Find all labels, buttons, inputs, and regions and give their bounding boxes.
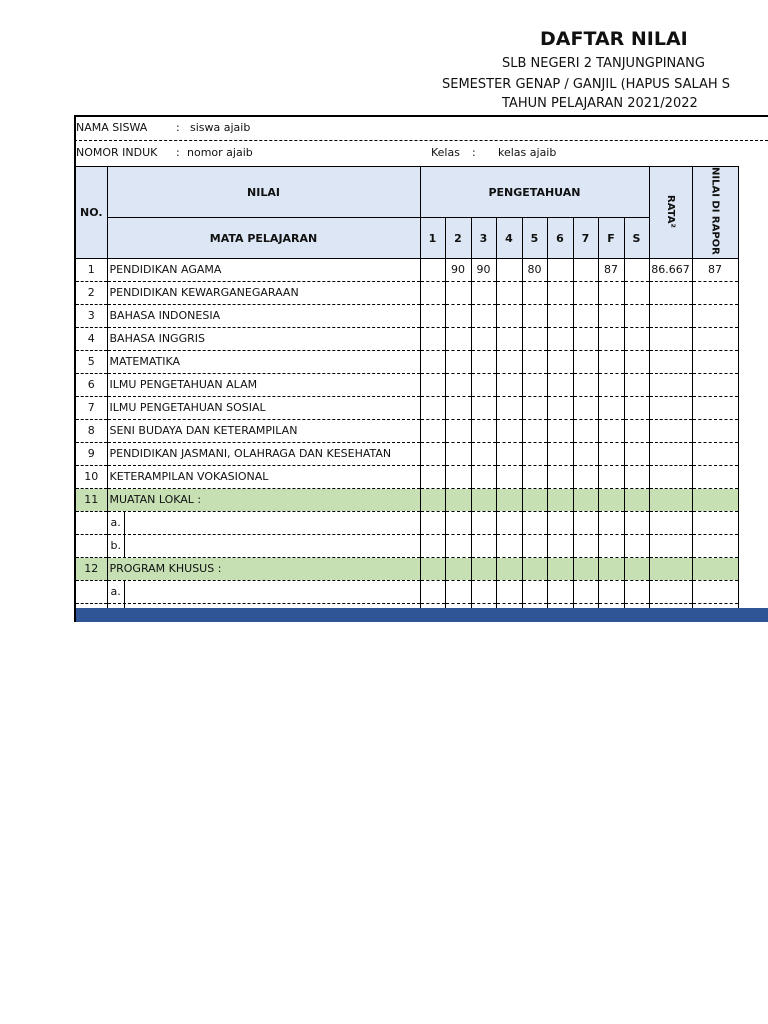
- average-cell: [649, 373, 692, 396]
- score-cell[interactable]: [420, 465, 445, 488]
- header-rapor-label: NILAI DI RAPOR: [709, 167, 721, 255]
- table-row: [76, 327, 738, 350]
- average-cell: [649, 327, 692, 350]
- score-cell[interactable]: [624, 419, 649, 442]
- score-cell[interactable]: [624, 281, 649, 304]
- average-cell: [649, 419, 692, 442]
- score-cell[interactable]: [522, 580, 547, 603]
- score-cell[interactable]: [547, 534, 573, 557]
- score-cell[interactable]: [420, 419, 445, 442]
- empty-cell: [420, 557, 445, 580]
- student-id-label: NOMOR INDUK: [76, 146, 158, 159]
- score-cell[interactable]: [598, 327, 624, 350]
- score-cell[interactable]: [420, 534, 445, 557]
- table-row: [76, 373, 738, 396]
- score-cell[interactable]: [445, 534, 471, 557]
- score-cell[interactable]: [573, 304, 598, 327]
- score-cell[interactable]: [496, 327, 522, 350]
- score-cell[interactable]: [420, 281, 445, 304]
- muatan-lokal-label: MUATAN LOKAL :: [107, 488, 420, 511]
- score-cell[interactable]: [573, 327, 598, 350]
- score-cell[interactable]: [496, 419, 522, 442]
- score-cell[interactable]: [445, 304, 471, 327]
- empty-cell: [522, 488, 547, 511]
- score-cell[interactable]: [598, 396, 624, 419]
- score-cell[interactable]: [624, 580, 649, 603]
- score-cell[interactable]: [496, 304, 522, 327]
- score-cell[interactable]: [598, 304, 624, 327]
- score-cell[interactable]: [496, 396, 522, 419]
- program-khusus-row: [76, 557, 738, 580]
- empty-number-cell: [76, 511, 107, 534]
- empty-cell: [496, 557, 522, 580]
- document-title: DAFTAR NILAI: [540, 28, 688, 50]
- score-cell[interactable]: [496, 373, 522, 396]
- empty-cell: [471, 488, 496, 511]
- score-cell[interactable]: [420, 327, 445, 350]
- score-cell[interactable]: [522, 327, 547, 350]
- score-cell[interactable]: [496, 281, 522, 304]
- score-cell[interactable]: [649, 511, 692, 534]
- average-cell: [649, 304, 692, 327]
- score-cell[interactable]: [471, 304, 496, 327]
- score-cell[interactable]: [624, 511, 649, 534]
- empty-cell: [445, 488, 471, 511]
- report-grade-cell: [692, 419, 738, 442]
- score-cell[interactable]: [547, 465, 573, 488]
- muatan-lokal-sub-label: [107, 534, 420, 557]
- score-cell[interactable]: [624, 442, 649, 465]
- header-nilai: NILAI: [107, 167, 420, 218]
- empty-cell: [445, 557, 471, 580]
- score-cell[interactable]: 90: [471, 258, 496, 281]
- score-cell[interactable]: [573, 534, 598, 557]
- score-cell[interactable]: [624, 327, 649, 350]
- empty-cell: [471, 557, 496, 580]
- score-cell[interactable]: [573, 419, 598, 442]
- score-cell[interactable]: [445, 350, 471, 373]
- report-grade-cell: [692, 396, 738, 419]
- score-cell[interactable]: [547, 258, 573, 281]
- empty-cell: [573, 557, 598, 580]
- score-cell[interactable]: [547, 281, 573, 304]
- empty-number-cell: [76, 580, 107, 603]
- empty-cell: [496, 488, 522, 511]
- empty-cell: [522, 557, 547, 580]
- score-cell[interactable]: [547, 419, 573, 442]
- score-cell[interactable]: [496, 442, 522, 465]
- score-cell[interactable]: [624, 350, 649, 373]
- average-cell: [649, 281, 692, 304]
- score-cell[interactable]: [445, 511, 471, 534]
- header-rata: [649, 167, 692, 259]
- score-cell[interactable]: [692, 511, 738, 534]
- score-cell[interactable]: [522, 419, 547, 442]
- subcol-4: 4: [496, 218, 522, 259]
- score-cell[interactable]: [420, 442, 445, 465]
- score-cell[interactable]: [420, 304, 445, 327]
- info-divider: [74, 140, 768, 141]
- score-cell[interactable]: [471, 373, 496, 396]
- table-row: [76, 258, 738, 281]
- program-khusus-label: PROGRAM KHUSUS :: [107, 557, 420, 580]
- empty-cell: [598, 488, 624, 511]
- score-cell[interactable]: [496, 258, 522, 281]
- score-cell[interactable]: [573, 442, 598, 465]
- sheet-top-border: [74, 115, 768, 117]
- score-cell[interactable]: [573, 281, 598, 304]
- score-cell[interactable]: [598, 281, 624, 304]
- score-cell[interactable]: [624, 373, 649, 396]
- score-cell[interactable]: [692, 534, 738, 557]
- score-cell[interactable]: [598, 419, 624, 442]
- grades-table: [76, 166, 739, 622]
- score-cell[interactable]: [598, 350, 624, 373]
- subject-name: PENDIDIKAN KEWARGANEGARAAN: [107, 281, 420, 304]
- subcol-f: F: [598, 218, 624, 259]
- row-number: 10: [76, 465, 107, 488]
- average-cell: [649, 465, 692, 488]
- program-khusus-sub-label: [107, 580, 420, 603]
- score-cell[interactable]: [445, 373, 471, 396]
- score-cell[interactable]: [522, 442, 547, 465]
- muatan-lokal-subrow: [76, 534, 738, 557]
- row-number: 9: [76, 442, 107, 465]
- score-cell[interactable]: [624, 304, 649, 327]
- score-cell[interactable]: [573, 350, 598, 373]
- empty-cell: [573, 488, 598, 511]
- score-cell[interactable]: [598, 373, 624, 396]
- empty-cell: [547, 488, 573, 511]
- score-cell[interactable]: [692, 580, 738, 603]
- score-cell[interactable]: [522, 373, 547, 396]
- score-cell[interactable]: [573, 373, 598, 396]
- score-cell[interactable]: [522, 396, 547, 419]
- subcol-7: 7: [573, 218, 598, 259]
- subject-name: PENDIDIKAN AGAMA: [107, 258, 420, 281]
- score-cell[interactable]: [445, 419, 471, 442]
- score-cell[interactable]: [420, 396, 445, 419]
- subject-name: ILMU PENGETAHUAN ALAM: [107, 373, 420, 396]
- score-cell[interactable]: [573, 511, 598, 534]
- row-number: 6: [76, 373, 107, 396]
- score-cell[interactable]: [471, 442, 496, 465]
- empty-cell: [624, 488, 649, 511]
- sheet-left-border: [74, 115, 76, 622]
- score-cell[interactable]: [420, 258, 445, 281]
- score-cell[interactable]: [598, 442, 624, 465]
- score-cell[interactable]: [420, 350, 445, 373]
- empty-cell: [649, 488, 692, 511]
- row-number: 11: [76, 488, 107, 511]
- table-row: [76, 442, 738, 465]
- empty-cell: [692, 557, 738, 580]
- school-name: SLB NEGERI 2 TANJUNGPINANG: [502, 56, 705, 71]
- score-cell[interactable]: [471, 534, 496, 557]
- empty-cell: [692, 488, 738, 511]
- average-cell: 86.667: [649, 258, 692, 281]
- table-row: [76, 396, 738, 419]
- row-number: 7: [76, 396, 107, 419]
- row-number: 3: [76, 304, 107, 327]
- table-row: [76, 350, 738, 373]
- score-cell[interactable]: 87: [598, 258, 624, 281]
- subcol-6: 6: [547, 218, 573, 259]
- score-cell[interactable]: [471, 396, 496, 419]
- subcol-s: S: [624, 218, 649, 259]
- score-cell[interactable]: [547, 350, 573, 373]
- report-grade-cell: 87: [692, 258, 738, 281]
- score-cell[interactable]: [471, 350, 496, 373]
- score-cell[interactable]: [445, 281, 471, 304]
- average-cell: [649, 442, 692, 465]
- score-cell[interactable]: [573, 258, 598, 281]
- score-cell[interactable]: [649, 580, 692, 603]
- score-cell[interactable]: [547, 373, 573, 396]
- muatan-lokal-subrow: [76, 511, 738, 534]
- score-cell[interactable]: [522, 281, 547, 304]
- score-cell[interactable]: [445, 396, 471, 419]
- score-cell[interactable]: [445, 442, 471, 465]
- class-value[interactable]: kelas ajaib: [498, 146, 557, 159]
- row-number: 4: [76, 327, 107, 350]
- score-cell[interactable]: [598, 580, 624, 603]
- score-cell[interactable]: [547, 327, 573, 350]
- average-cell: [649, 350, 692, 373]
- score-cell[interactable]: [547, 511, 573, 534]
- table-row: [76, 465, 738, 488]
- score-cell[interactable]: [445, 580, 471, 603]
- student-name-label: NAMA SISWA: [76, 121, 148, 134]
- row-number: 2: [76, 281, 107, 304]
- subject-name: KETERAMPILAN VOKASIONAL: [107, 465, 420, 488]
- report-grade-cell: [692, 350, 738, 373]
- subject-name: ILMU PENGETAHUAN SOSIAL: [107, 396, 420, 419]
- class-separator: :: [472, 146, 476, 159]
- score-cell[interactable]: [624, 465, 649, 488]
- score-cell[interactable]: [522, 465, 547, 488]
- report-grade-cell: [692, 442, 738, 465]
- score-cell[interactable]: [573, 580, 598, 603]
- student-id-separator: :: [176, 146, 180, 159]
- score-cell[interactable]: [522, 511, 547, 534]
- header-subject: MATA PELAJARAN: [107, 218, 420, 259]
- empty-cell: [547, 557, 573, 580]
- score-cell[interactable]: [598, 511, 624, 534]
- report-grade-cell: [692, 373, 738, 396]
- score-cell[interactable]: [624, 534, 649, 557]
- table-row: [76, 304, 738, 327]
- subcol-3: 3: [471, 218, 496, 259]
- score-cell[interactable]: [522, 350, 547, 373]
- score-cell[interactable]: [420, 373, 445, 396]
- empty-cell: [624, 557, 649, 580]
- muatan-lokal-sub-label: [107, 511, 420, 534]
- score-cell[interactable]: [573, 396, 598, 419]
- score-cell[interactable]: [496, 511, 522, 534]
- semester-line: SEMESTER GENAP / GANJIL (HAPUS SALAH S: [442, 77, 731, 92]
- score-cell[interactable]: [471, 281, 496, 304]
- score-cell[interactable]: [445, 327, 471, 350]
- average-cell: [649, 396, 692, 419]
- empty-cell: [649, 557, 692, 580]
- sheet-footer-bar: [76, 608, 768, 622]
- academic-year: TAHUN PELAJARAN 2021/2022: [502, 96, 698, 111]
- score-cell[interactable]: [496, 465, 522, 488]
- score-cell[interactable]: [496, 350, 522, 373]
- score-cell[interactable]: 80: [522, 258, 547, 281]
- report-grade-cell: [692, 281, 738, 304]
- score-cell[interactable]: [547, 442, 573, 465]
- row-number: 8: [76, 419, 107, 442]
- muatan-lokal-sub-marker: b.: [108, 535, 125, 557]
- subcol-2: 2: [445, 218, 471, 259]
- student-name-separator: :: [176, 121, 180, 134]
- program-khusus-subrow: [76, 580, 738, 603]
- table-row: [76, 419, 738, 442]
- subject-name: BAHASA INDONESIA: [107, 304, 420, 327]
- subject-name: SENI BUDAYA DAN KETERAMPILAN: [107, 419, 420, 442]
- header-pengetahuan: PENGETAHUAN: [420, 167, 649, 218]
- program-khusus-sub-marker: a.: [108, 581, 125, 603]
- score-cell[interactable]: [598, 465, 624, 488]
- score-cell[interactable]: [522, 534, 547, 557]
- muatan-lokal-sub-marker: a.: [108, 512, 125, 534]
- subject-name: PENDIDIKAN JASMANI, OLAHRAGA DAN KESEHATAN: [107, 442, 420, 465]
- score-cell[interactable]: [420, 580, 445, 603]
- score-cell[interactable]: [445, 465, 471, 488]
- subject-name: BAHASA INGGRIS: [107, 327, 420, 350]
- score-cell[interactable]: [496, 580, 522, 603]
- row-number: 5: [76, 350, 107, 373]
- score-cell[interactable]: [496, 534, 522, 557]
- grade-sheet: [74, 115, 768, 622]
- score-cell[interactable]: [471, 419, 496, 442]
- student-name-value[interactable]: siswa ajaib: [190, 121, 251, 134]
- score-cell[interactable]: [547, 580, 573, 603]
- score-cell[interactable]: [624, 258, 649, 281]
- header-rapor: [692, 167, 738, 259]
- report-grade-cell: [692, 465, 738, 488]
- row-number: 12: [76, 557, 107, 580]
- muatan-lokal-row: [76, 488, 738, 511]
- header-no: NO.: [76, 167, 107, 259]
- subcol-5: 5: [522, 218, 547, 259]
- score-cell[interactable]: [649, 534, 692, 557]
- score-cell[interactable]: [471, 327, 496, 350]
- score-cell[interactable]: [471, 511, 496, 534]
- score-cell[interactable]: [573, 465, 598, 488]
- row-number: 1: [76, 258, 107, 281]
- report-grade-cell: [692, 304, 738, 327]
- subject-name: MATEMATIKA: [107, 350, 420, 373]
- table-row: [76, 281, 738, 304]
- empty-number-cell: [76, 534, 107, 557]
- score-cell[interactable]: [598, 534, 624, 557]
- score-cell[interactable]: [420, 511, 445, 534]
- header-rata-label: RATA²: [665, 194, 676, 228]
- score-cell[interactable]: [624, 396, 649, 419]
- score-cell[interactable]: [522, 304, 547, 327]
- empty-cell: [420, 488, 445, 511]
- class-label: Kelas: [431, 146, 460, 159]
- subcol-1: 1: [420, 218, 445, 259]
- score-cell[interactable]: [547, 304, 573, 327]
- score-cell[interactable]: [471, 580, 496, 603]
- score-cell[interactable]: [471, 465, 496, 488]
- score-cell[interactable]: [547, 396, 573, 419]
- empty-cell: [598, 557, 624, 580]
- score-cell[interactable]: 90: [445, 258, 471, 281]
- report-grade-cell: [692, 327, 738, 350]
- student-id-value[interactable]: nomor ajaib: [187, 146, 253, 159]
